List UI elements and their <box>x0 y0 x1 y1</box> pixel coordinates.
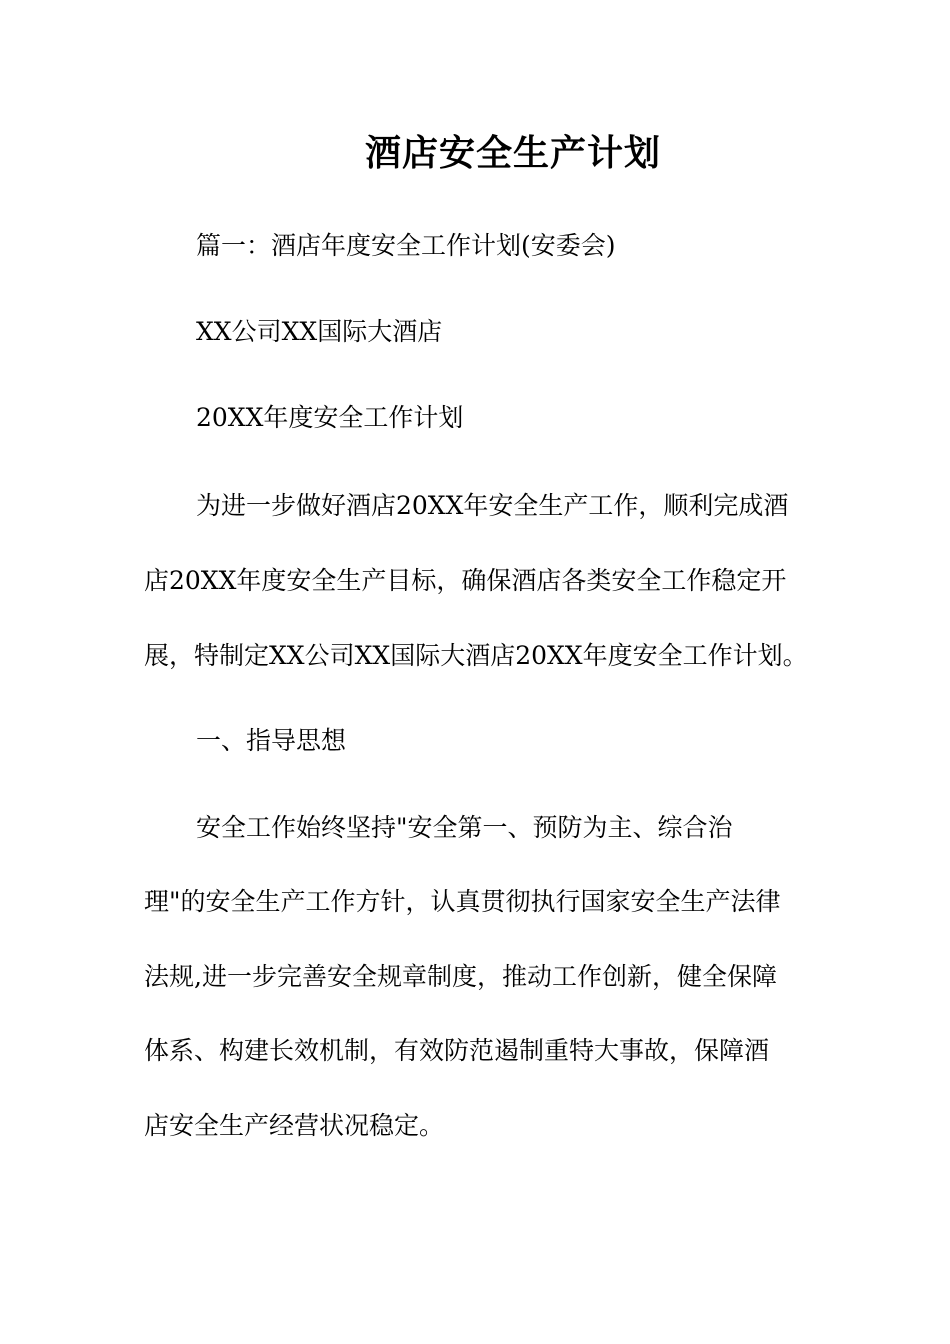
paragraph-line: 展，特制定XX公司XX国际大酒店20XX年度安全工作计划。 <box>144 641 808 670</box>
paragraph-line: 店安全生产经营状况稳定。 <box>144 1111 445 1140</box>
section-heading-1: 篇一：酒店年度安全工作计划(安委会) <box>196 231 616 260</box>
paragraph-line: 安全工作始终坚持"安全第一、预防为主、综合治 <box>196 813 733 842</box>
plan-title: 20XX年度安全工作计划 <box>196 403 464 432</box>
document-title-text: 酒店安全生产计划 <box>364 132 661 174</box>
paragraph-line: 法规,进一步完善安全规章制度，推动工作创新，健全保障 <box>144 962 777 991</box>
paragraph-line: 理"的安全生产工作方针，认真贯彻执行国家安全生产法律 <box>144 887 781 916</box>
document-title <box>0 128 950 178</box>
company-name: XX公司XX国际大酒店 <box>196 317 443 346</box>
paragraph-line: 为进一步做好酒店20XX年安全生产工作，顺利完成酒 <box>196 491 789 520</box>
section-heading-guiding-thought: 一、指导思想 <box>196 726 347 755</box>
paragraph-line: 体系、构建长效机制，有效防范遏制重特大事故，保障酒 <box>144 1036 770 1065</box>
paragraph-line: 店20XX年度安全生产目标，确保酒店各类安全工作稳定开 <box>144 566 787 595</box>
